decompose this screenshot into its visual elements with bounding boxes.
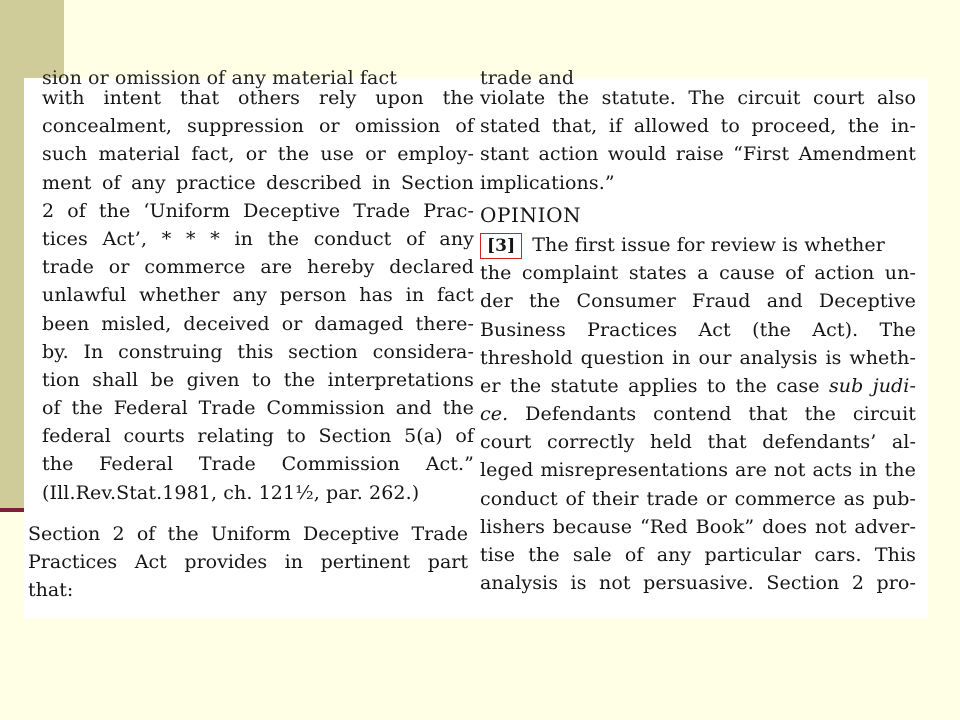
text-line-italic — [480, 400, 916, 428]
text-line: tices Act’, * * * in the conduct of any — [42, 227, 474, 250]
text-line: of the Federal Trade Commission and the — [42, 397, 474, 420]
italic-span: sub judi- — [828, 374, 916, 397]
partial-top-line: trade and — [480, 67, 575, 89]
text-line: court correctly held that defendants’ al- — [480, 431, 916, 454]
text-line: federal courts relating to Section 5(a) of — [42, 425, 474, 448]
text-line: by. In construing this section considera- — [42, 340, 474, 363]
headnote-line — [480, 231, 916, 259]
text-line: tise the sale of any particular cars. This — [480, 544, 916, 566]
text-line: ment of any practice described in Section — [42, 171, 474, 194]
left-column — [42, 67, 474, 507]
text-span: er the statute applies to the case — [480, 374, 829, 397]
text-line: the complaint states a cause of action un- — [480, 262, 916, 285]
text-line: lishers because “Red Book” does not adver- — [480, 515, 916, 538]
text-line: concealment, suppression or omission of — [42, 115, 474, 138]
text-line: Section 2 of the Uniform Deceptive Trade — [28, 523, 468, 545]
text-line: der the Consumer Fraud and Deceptive — [480, 290, 916, 313]
text-line: 2 of the ‘Uniform Deceptive Trade Prac- — [42, 199, 474, 222]
text-line-italic — [480, 372, 916, 400]
text-line: implications.” — [480, 171, 615, 194]
text-line: leged misrepresentations are not acts in the — [480, 459, 916, 482]
opinion-heading: OPINION — [480, 202, 582, 227]
section-2-paragraph — [28, 520, 468, 605]
text-line: tion shall be given to the interpretations — [42, 368, 474, 391]
text-line: Practices Act provides in pertinent part — [28, 551, 468, 574]
text-line: stated that, if allowed to proceed, the in- — [480, 115, 916, 138]
text-line: been misled, deceived or damaged there- — [42, 312, 474, 335]
text-line: stant action would raise “First Amendment — [480, 143, 916, 166]
headnote-marker: [3] — [480, 233, 522, 259]
text-span: The first issue for review is whether — [532, 233, 885, 256]
italic-span: ce. — [480, 403, 509, 426]
text-line: conduct of their trade or commerce as pub- — [480, 487, 916, 510]
citation-line: (Ill.Rev.Stat.1981, ch. 121½, par. 262.) — [42, 481, 420, 504]
text-line: the Federal Trade Commission Act.” — [42, 453, 474, 476]
right-column — [480, 67, 916, 597]
partial-top-line: sion or omission of any material fact — [42, 67, 397, 89]
text-line: threshold question in our analysis is wheth- — [480, 346, 916, 369]
text-line: such material fact, or the use or employ- — [42, 143, 474, 166]
text-line: with intent that others rely upon the — [42, 87, 474, 109]
scanned-document-excerpt — [24, 67, 928, 618]
text-line: analysis is not persuasive. Section 2 pro- — [480, 572, 916, 595]
text-line: violate the statute. The circuit court also — [480, 87, 916, 109]
text-line: that: — [28, 579, 74, 602]
text-line: Business Practices Act (the Act). The — [480, 318, 916, 341]
text-line: trade or commerce are hereby declared — [42, 256, 474, 279]
text-line: unlawful whether any person has in fact — [42, 284, 474, 307]
text-span: Defendants contend that the circuit — [508, 403, 916, 426]
